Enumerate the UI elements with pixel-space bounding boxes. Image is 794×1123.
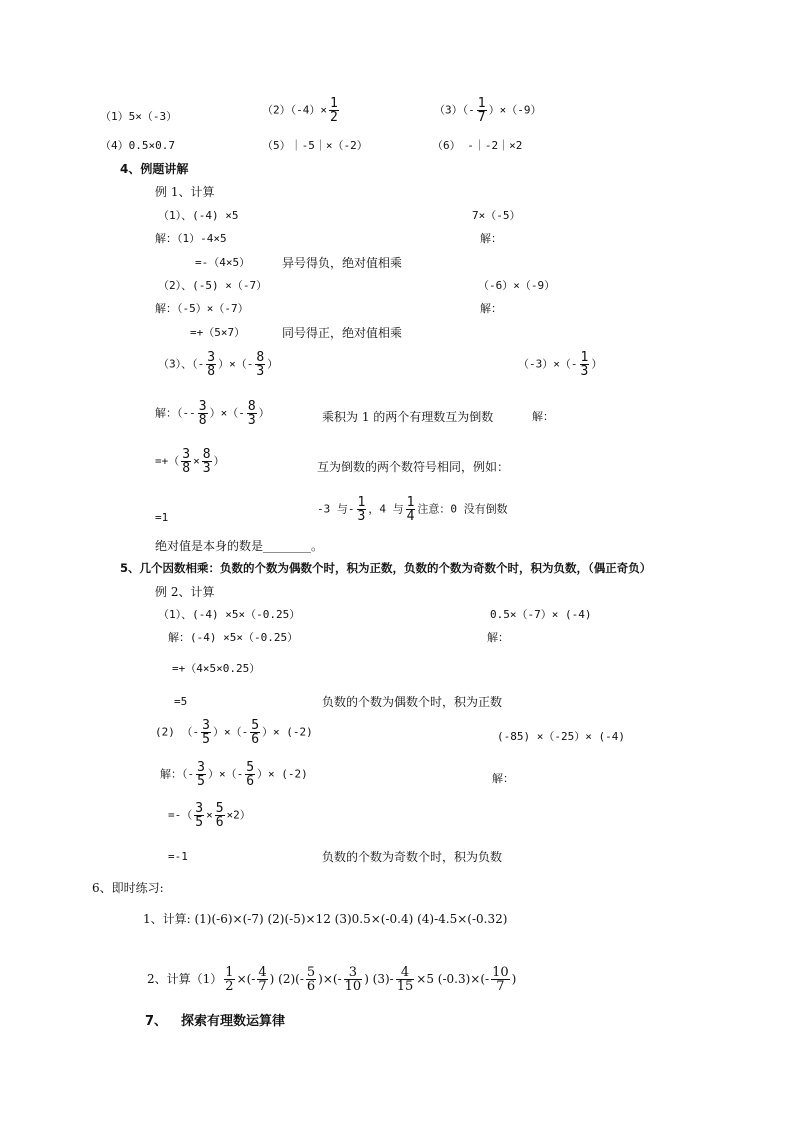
ex2-result1: =5 bbox=[174, 695, 188, 708]
ex1-q3b: （-3）×（- $\frac{1}{3}$ ） bbox=[518, 350, 603, 379]
reciprocal-example: -3 与- $\frac{1}{3}$ ，4 与 $\frac{1}{4}$ 注意：0 没有倒数 bbox=[317, 495, 508, 524]
ex1-rule2: 同号得正，绝对值相乘 bbox=[282, 326, 403, 340]
section-6-heading: 6、即时练习: bbox=[92, 881, 164, 895]
example-1-heading: 例 1、计算 bbox=[155, 185, 215, 199]
ex2-step1: =+（4×5×0.25） bbox=[172, 662, 261, 675]
ex1-q1: （1）、(-4) ×5 bbox=[158, 209, 239, 222]
ex1-sol2b: 解： bbox=[480, 302, 502, 315]
ex1-sol3: 解：（-- $\frac{3}{8}$ ）×（- $\frac{8}{3}$ ） bbox=[155, 399, 270, 428]
section-5-heading: 5、几个因数相乘：负数的个数为偶数个时，积为正数，负数的个数为奇数个时，积为负数，（偶正奇负） bbox=[120, 561, 652, 575]
even-negative-rule: 负数的个数为偶数个时，积为正数 bbox=[322, 695, 503, 709]
ex1-q2b: （-6）×（-9） bbox=[478, 279, 556, 292]
exercise-1: （1）5×（-3） bbox=[100, 110, 178, 123]
section-7-number: 7、 bbox=[145, 1014, 168, 1029]
absolute-value-question: 绝对值是本身的数是________。 bbox=[155, 539, 324, 553]
ex1-step3: =+（ $\frac{3}{8}$ × $\frac{8}{3}$ ） bbox=[155, 447, 225, 476]
ex1-q2: （2）、(-5) ×（-7） bbox=[158, 279, 268, 292]
ex1-sol1b: 解： bbox=[480, 232, 502, 245]
practice-2: 2、计算（1） $\frac{1}{2}$ ×(- $\frac{4}{7}$ ) (2)(- $\frac{5}{6}$ )×(- $\frac{3}{10}$ ) (3)- $\frac{4}{15}$ ×5 (-0.3)×(- $\frac{10}{7}$ ) bbox=[147, 965, 517, 994]
practice-1: 1、计算: (1)(-6)×(-7) (2)(-5)×12 (3)0.5×(-0.4) (4)-4.5×(-0.32) bbox=[143, 912, 508, 926]
ex2-sol1: 解：(-4) ×5×（-0.25） bbox=[168, 631, 299, 644]
ex2-q2b: (-85) ×（-25）× (-4) bbox=[497, 730, 625, 743]
ex1-result3: =1 bbox=[155, 511, 169, 524]
ex1-step1: =-（4×5） bbox=[195, 256, 251, 269]
ex2-sol1b: 解： bbox=[487, 631, 509, 644]
ex1-sol1: 解：（1）-4×5 bbox=[155, 232, 227, 245]
reciprocal-sign-note: 互为倒数的两个数符号相同，例如： bbox=[317, 460, 510, 474]
exercise-3: （3）（- $\frac{1}{7}$ ）×（-9） bbox=[434, 96, 542, 125]
odd-negative-rule: 负数的个数为奇数个时，积为负数 bbox=[322, 850, 503, 864]
ex2-q1b: 0.5×（-7）× (-4) bbox=[490, 608, 592, 621]
ex2-sol2: 解：（- $\frac{3}{5}$ ）×（- $\frac{5}{6}$ ）× (-2) bbox=[160, 760, 308, 789]
ex1-sol2: 解：（-5）×（-7） bbox=[155, 302, 249, 315]
ex2-sol2b: 解： bbox=[492, 772, 514, 785]
ex1-sol3b: 解： bbox=[532, 410, 554, 423]
ex1-step2: =+（5×7） bbox=[190, 326, 246, 339]
section-4-heading: 4、例题讲解 bbox=[120, 162, 189, 176]
ex2-q2: (2) （- $\frac{3}{5}$ ）×（- $\frac{5}{6}$ ）× (-2) bbox=[155, 718, 313, 747]
ex2-result2: =-1 bbox=[168, 850, 188, 863]
ex2-q1: （1）、(-4) ×5×（-0.25） bbox=[158, 608, 301, 621]
section-7-heading: 探索有理数运算律 bbox=[181, 1014, 286, 1029]
example-2-heading: 例 2、计算 bbox=[155, 585, 215, 599]
ex1-q3: （3）、（- $\frac{3}{8}$ ）×（- $\frac{8}{3}$ ） bbox=[158, 350, 279, 379]
ex2-step2: =-（ $\frac{3}{5}$ × $\frac{5}{6}$ ×2） bbox=[168, 801, 251, 830]
ex1-q1b: 7×（-5） bbox=[472, 209, 521, 222]
exercise-6: （6） -｜-2｜×2 bbox=[432, 139, 523, 152]
exercise-5: （5）｜-5｜×（-2） bbox=[262, 139, 368, 152]
ex1-rule1: 异号得负，绝对值相乘 bbox=[282, 256, 403, 270]
reciprocal-rule: 乘积为 1 的两个有理数互为倒数 bbox=[322, 410, 494, 424]
exercise-4: （4）0.5×0.7 bbox=[100, 139, 175, 152]
exercise-2: （2）（-4）× $\frac{1}{2}$ bbox=[262, 96, 338, 125]
